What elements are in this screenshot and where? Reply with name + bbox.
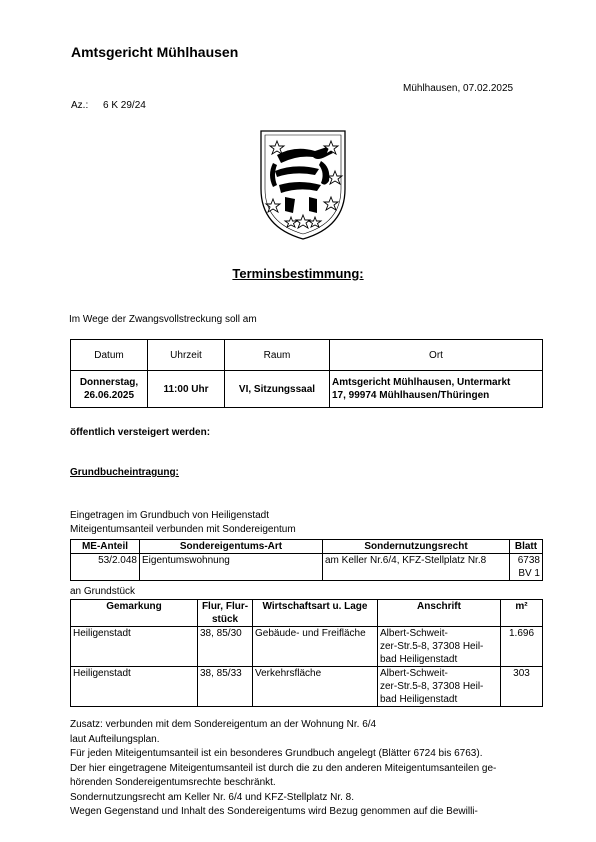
miteigentum-table bbox=[70, 539, 543, 581]
col-header-m2: m² bbox=[501, 600, 543, 627]
ort-line-1: Amtsgericht Mühlhausen, Untermarkt bbox=[332, 377, 511, 388]
ort-line-2: 17, 99974 Mühlhausen/Thüringen bbox=[332, 390, 490, 401]
cell-gemarkung: Heiligenstadt bbox=[71, 667, 198, 707]
cell-recht: am Keller Nr.6/4, KFZ-Stellplatz Nr.8 bbox=[323, 554, 510, 581]
cell-m2: 303 bbox=[501, 667, 543, 707]
col-header-datum: Datum bbox=[71, 340, 148, 371]
cell-m2: 1.696 bbox=[501, 627, 543, 667]
az-label: Az.: bbox=[71, 100, 89, 111]
col-header-flur bbox=[198, 600, 253, 627]
cell-wirtschaft: Verkehrsfläche bbox=[253, 667, 378, 707]
termin-table-row bbox=[71, 371, 543, 408]
grundbuch-line-2: Miteigentumsanteil verbunden mit Sondereigentum bbox=[70, 524, 296, 535]
court-name: Amtsgericht Mühlhausen bbox=[71, 44, 239, 60]
note-line: hörenden Sondereigentumsrechte beschränkt. bbox=[70, 777, 276, 788]
grundbuch-line-1: Eingetragen im Grundbuch von Heiligenstadt bbox=[70, 510, 270, 521]
az-value: 6 K 29/24 bbox=[103, 100, 146, 111]
note-line: Wegen Gegenstand und Inhalt des Sondereigentums wird Bezug genommen auf die Bewilli- bbox=[70, 806, 478, 817]
thuringia-coat-of-arms-icon bbox=[255, 127, 351, 243]
miteigentum-table-header bbox=[71, 540, 543, 554]
cell-art: Eigentumswohnung bbox=[140, 554, 323, 581]
col-header-anteil: ME-Anteil bbox=[71, 540, 140, 554]
anschrift-line-3: bad Heiligenstadt bbox=[380, 694, 458, 705]
termin-table bbox=[70, 339, 543, 408]
cell-datum bbox=[71, 371, 148, 408]
anschrift-line-3: bad Heiligenstadt bbox=[380, 654, 458, 665]
cell-wirtschaft: Gebäude- und Freifläche bbox=[253, 627, 378, 667]
note-line: Für jeden Miteigentumsanteil ist ein besonderes Grundbuch angelegt (Blätter 6724 bis 6763). bbox=[70, 748, 483, 759]
cell-blatt bbox=[510, 554, 543, 581]
col-header-anschrift: Anschrift bbox=[378, 600, 501, 627]
anschrift-line-2: zer-Str.5-8, 37308 Heil- bbox=[380, 681, 484, 692]
cell-anschrift bbox=[378, 667, 501, 707]
cell-anteil: 53/2.048 bbox=[71, 554, 140, 581]
cell-flur: 38, 85/30 bbox=[198, 627, 253, 667]
cell-anschrift bbox=[378, 627, 501, 667]
grundstueck-label: an Grundstück bbox=[70, 586, 136, 597]
note-line: Der hier eingetragene Miteigentumsanteil ist durch die zu den anderen Miteigentumsanteilen ge- bbox=[70, 762, 497, 774]
col-header-gemarkung: Gemarkung bbox=[71, 600, 198, 627]
flur-header-line-1: Flur, Flur- bbox=[201, 601, 249, 612]
cell-ort bbox=[330, 371, 543, 408]
cell-flur: 38, 85/33 bbox=[198, 667, 253, 707]
sold-text: öffentlich versteigert werden: bbox=[70, 427, 211, 438]
col-header-raum: Raum bbox=[225, 340, 330, 371]
col-header-blatt: Blatt bbox=[510, 540, 543, 554]
note-line: laut Aufteilungsplan. bbox=[70, 733, 160, 745]
grundbuch-heading: Grundbucheintragung: bbox=[70, 467, 179, 478]
termin-table-header bbox=[71, 340, 543, 371]
grundstueck-table-header bbox=[71, 600, 543, 627]
anschrift-line-1: Albert-Schweit- bbox=[380, 668, 448, 679]
page-title: Terminsbestimmung: bbox=[232, 266, 364, 281]
grundstueck-table bbox=[70, 599, 543, 707]
cell-gemarkung: Heiligenstadt bbox=[71, 627, 198, 667]
col-header-recht: Sondernutzungsrecht bbox=[323, 540, 510, 554]
col-header-ort: Ort bbox=[330, 340, 543, 371]
anschrift-line-2: zer-Str.5-8, 37308 Heil- bbox=[380, 641, 484, 652]
miteigentum-table-row bbox=[71, 554, 543, 581]
intro-text: Im Wege der Zwangsvollstreckung soll am bbox=[69, 314, 257, 325]
col-header-wirtschaft: Wirtschaftsart u. Lage bbox=[253, 600, 378, 627]
cell-raum: VI, Sitzungssaal bbox=[225, 371, 330, 408]
note-line: Zusatz: verbunden mit dem Sondereigentum an der Wohnung Nr. 6/4 bbox=[70, 719, 377, 730]
notes-block bbox=[70, 718, 550, 820]
place-date: Mühlhausen, 07.02.2025 bbox=[403, 83, 514, 94]
grundstueck-row-2 bbox=[71, 667, 543, 707]
note-line: Sondernutzungsrecht am Keller Nr. 6/4 und KFZ-Stellplatz Nr. 8. bbox=[70, 791, 355, 803]
datum-date: 26.06.2025 bbox=[83, 390, 135, 401]
cell-uhrzeit: 11:00 Uhr bbox=[148, 371, 225, 408]
col-header-uhrzeit: Uhrzeit bbox=[148, 340, 225, 371]
blatt-number: 6738 bbox=[517, 555, 540, 566]
datum-weekday: Donnerstag, bbox=[79, 377, 139, 388]
grundstueck-row-1 bbox=[71, 627, 543, 667]
flur-header-line-2: stück bbox=[211, 614, 239, 625]
anschrift-line-1: Albert-Schweit- bbox=[380, 628, 448, 639]
col-header-art: Sondereigentums-Art bbox=[140, 540, 323, 554]
blatt-bv: BV 1 bbox=[518, 568, 540, 579]
